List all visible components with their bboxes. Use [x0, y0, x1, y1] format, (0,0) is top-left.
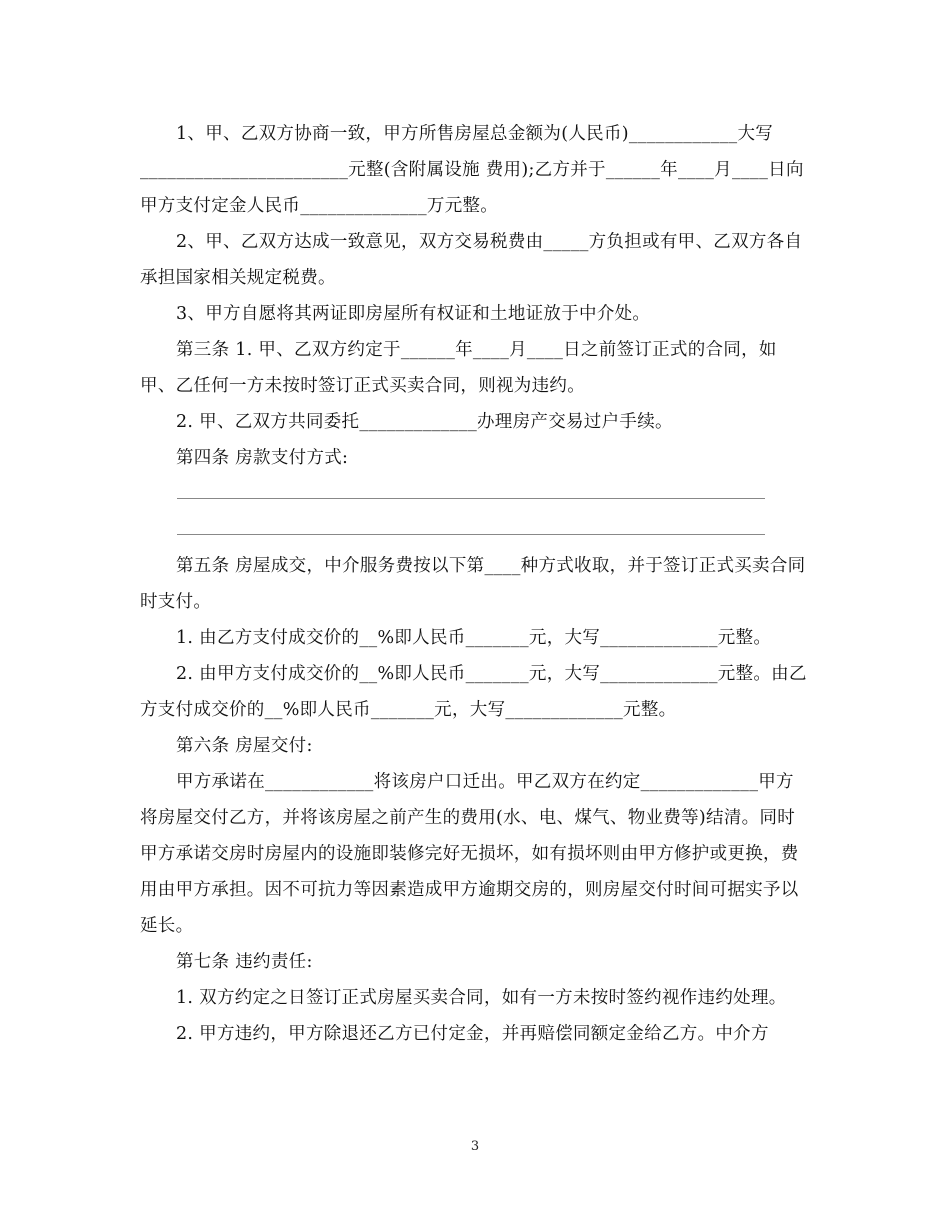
article-5-item-1: 1. 由乙方支付成交价的__%即人民币_______元，大写_____________元整。 — [176, 628, 772, 648]
article-6-body: 甲方承诺在____________将该房户口迁出。甲乙双方在约定_____________甲方将房屋交付乙方，并将该房屋之前产生的费用(水、电、煤气、物业费等)结清。同时甲方承诺交房时房屋内的设施即装修完好无损坏，如有损坏则由甲方修护或更换，费用由甲方承担。因不可抗力等因素造成甲方逾期交房的，则房屋交付时间可据实予以延长。 — [140, 772, 799, 936]
payment-method-blank-lines — [140, 476, 810, 548]
clause-tax: 2、甲、乙双方达成一致意见，双方交易税费由_____方负担或有甲、乙双方各自承担国家相关规定税费。 — [140, 232, 803, 288]
clause-total-price: 1、甲、乙双方协商一致，甲方所售房屋总金额为(人民币)____________大写_______________________元整(含附属设施 费用);乙方并于______年____月____日向甲方支付定金人民币______________万元整。 — [140, 124, 804, 216]
article-5: 第五条 房屋成交，中介服务费按以下第____种方式收取，并于签订正式买卖合同时支付。 — [140, 556, 806, 612]
clause-certificates: 3、甲方自愿将其两证即房屋所有权证和土地证放于中介处。 — [176, 304, 651, 324]
blank-line — [176, 512, 810, 548]
article-7-item-2: 2. 甲方违约，甲方除退还乙方已付定金，并再赔偿同额定金给乙方。中介方 — [176, 1024, 769, 1044]
article-3: 第三条 1. 甲、乙双方约定于______年____月____日之前签订正式的合同，如甲、乙任何一方未按时签订正式买卖合同，则视为违约。 — [140, 340, 777, 396]
article-6-heading: 第六条 房屋交付: — [176, 736, 313, 756]
page-number: 3 — [470, 1139, 480, 1154]
article-7-heading: 第七条 违约责任: — [176, 952, 313, 972]
article-7-item-1: 1. 双方约定之日签订正式房屋买卖合同，如有一方未按时签约视作违约处理。 — [176, 988, 787, 1008]
contract-body — [140, 116, 810, 1052]
article-3-item-2: 2. 甲、乙双方共同委托_____________办理房产交易过户手续。 — [176, 412, 673, 432]
article-5-item-2: 2. 由甲方支付成交价的__%即人民币_______元，大写_____________元整。由乙方支付成交价的__%即人民币_______元，大写_____________元整。 — [140, 664, 807, 720]
blank-line — [176, 476, 810, 512]
article-4-heading: 第四条 房款支付方式: — [176, 448, 349, 468]
